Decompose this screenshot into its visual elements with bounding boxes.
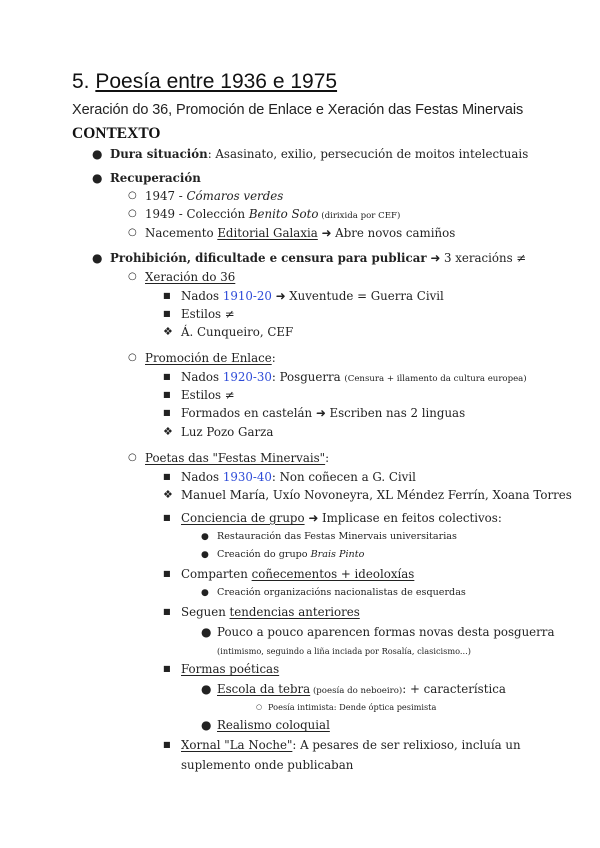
list-item-poesia-intimista: Poesía intimista: Dende óptica pesimista	[268, 702, 437, 712]
bullet-square-icon: ■	[163, 664, 171, 673]
bullet-square-icon: ■	[163, 390, 171, 399]
list-item-xornal: Xornal "La Noche": A pesares de ser relixioso, incluía un	[181, 738, 521, 752]
list-item-x36-estilos: Estilos ≠	[181, 307, 235, 321]
list-item-festas-nados: Nados 1930-40: Non coñecen a G. Civil	[181, 470, 416, 484]
list-item-enlace: Promoción de Enlace:	[145, 351, 276, 365]
bullet-square-icon: ■	[163, 408, 171, 417]
list-item-xeracion36: Xeración do 36	[145, 270, 236, 284]
list-item-enlace-autores: Luz Pozo Garza	[181, 425, 274, 439]
list-item-xornal-cont: suplemento onde publicaban	[181, 758, 354, 772]
bullet-dot-icon: ●	[201, 532, 209, 542]
list-item-enlace-formados: Formados en castelán ➜ Escriben nas 2 linguas	[181, 406, 466, 420]
list-item-1949: 1949 - Colección Benito Soto (dirixida por CEF)	[145, 207, 401, 221]
list-item-restauracion: Restauración das Festas Minervais universitarias	[217, 531, 457, 542]
bullet-square-icon: ■	[163, 740, 171, 749]
bullet-square-icon: ■	[163, 607, 171, 616]
bullet-circle-icon: ○	[128, 227, 137, 238]
bullet-diamond-icon: ❖	[163, 425, 173, 438]
list-item-festas-autores: Manuel María, Uxío Novoneyra, XL Méndez Ferrín, Xoana Torres	[181, 488, 572, 502]
list-item-organizacions: Creación organizacións nacionalistas de esquerdas	[217, 587, 466, 598]
list-item-prohibicion: Prohibición, dificultade e censura para publicar ➜ 3 xeracións ≠	[110, 251, 527, 265]
bullet-dot-icon: ●	[201, 682, 212, 696]
list-item-x36-autores: Á. Cunqueiro, CEF	[181, 325, 294, 339]
list-item-escola-tebra: Escola da tebra (poesía do neboeiro): + característica	[217, 682, 506, 696]
list-item-1947: 1947 - Cómaros verdes	[145, 189, 284, 203]
bullet-square-icon: ■	[163, 309, 171, 318]
bullet-circle-icon: ○	[128, 352, 137, 363]
bullet-circle-icon: ○	[128, 271, 137, 282]
section-heading: CONTEXTO	[72, 125, 161, 142]
title-text: Poesía entre 1936 e 1975	[95, 70, 338, 93]
bullet-circle-icon: ○	[128, 190, 137, 201]
page-subtitle: Xeración do 36, Promoción de Enlace e Xeración das Festas Minervais	[72, 102, 524, 118]
title-number: 5.	[72, 70, 90, 93]
list-item-enlace-estilos: Estilos ≠	[181, 388, 235, 402]
bullet-dot-icon: ●	[201, 718, 212, 732]
bullet-dot-icon: ●	[201, 550, 209, 560]
list-item-formas-poeticas: Formas poéticas	[181, 662, 280, 676]
list-item-recuperacion: Recuperación	[110, 171, 201, 185]
list-item-galaxia: Nacemento Editorial Galaxia ➜ Abre novos camiños	[145, 226, 456, 240]
list-item-formas-novas-note: (intimismo, seguindo a liña inciada por Rosalía, clasicismo...)	[217, 646, 471, 656]
bullet-dot-icon: ●	[92, 171, 103, 185]
list-item-realismo: Realismo coloquial	[217, 718, 330, 732]
list-item-brais-pinto: Creación do grupo Brais Pinto	[217, 549, 365, 560]
list-item-conciencia: Conciencia de grupo ➜ Implicase en feitos colectivos:	[181, 511, 502, 525]
bullet-circle-icon: ○	[256, 703, 263, 711]
list-item-formas-novas: Pouco a pouco aparencen formas novas desta posguerra	[217, 625, 555, 639]
bullet-square-icon: ■	[163, 472, 171, 481]
list-item-seguen: Seguen tendencias anteriores	[181, 605, 360, 619]
bullet-square-icon: ■	[163, 291, 171, 300]
list-item-dura: Dura situación: Asasinato, exilio, persecución de moitos intelectuais	[110, 147, 529, 161]
list-item-comparten: Comparten coñecementos + ideoloxías	[181, 567, 415, 581]
bullet-square-icon: ■	[163, 513, 171, 522]
bullet-dot-icon: ●	[201, 625, 212, 639]
bullet-circle-icon: ○	[128, 452, 137, 463]
list-item-x36-nados: Nados 1910-20 ➜ Xuventude = Guerra Civil	[181, 289, 444, 303]
list-item-enlace-nados: Nados 1920-30: Posguerra (Censura + illamento da cultura europea)	[181, 370, 527, 384]
bullet-dot-icon: ●	[92, 147, 103, 161]
list-item-festas: Poetas das "Festas Minervais":	[145, 451, 330, 465]
bullet-square-icon: ■	[163, 372, 171, 381]
bullet-diamond-icon: ❖	[163, 325, 173, 338]
bullet-dot-icon: ●	[201, 588, 209, 598]
bullet-dot-icon: ●	[92, 251, 103, 265]
bullet-square-icon: ■	[163, 569, 171, 578]
bullet-diamond-icon: ❖	[163, 488, 173, 501]
page-title	[72, 70, 337, 94]
bullet-circle-icon: ○	[128, 208, 137, 219]
